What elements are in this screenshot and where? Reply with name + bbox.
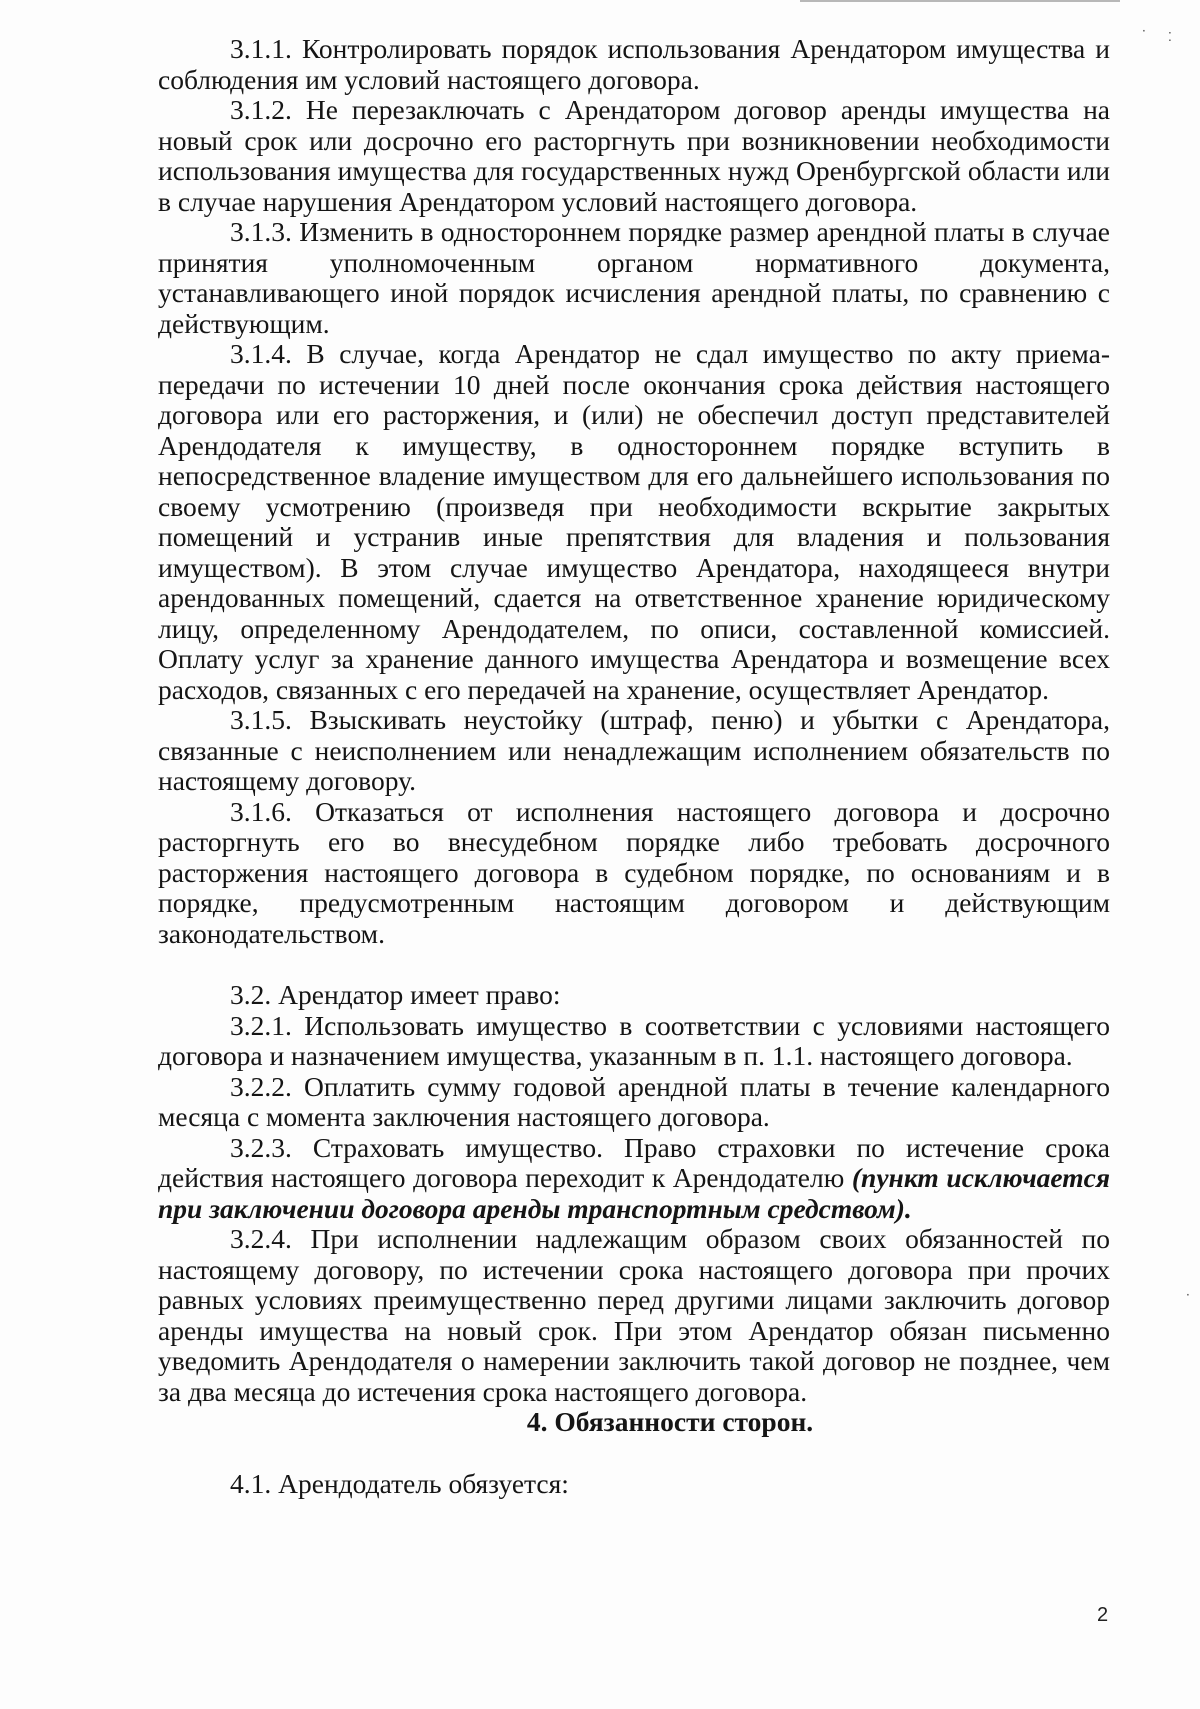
clause-3-1-5: 3.1.5. Взыскивать неустойку (штраф, пеню) и убытки с Арендатора, связанные с неисполнением или ненадлежащим исполнением обязательств по настоящему договору. (158, 704, 1110, 796)
clause-3-1-3: 3.1.3. Изменить в одностороннем порядке размер арендной платы в случае принятия уполномоченным органом нормативного документа, устанавливающего иной порядок исчисления арендной платы, по сравнению с действующим. (158, 216, 1110, 339)
scan-top-edge (800, 0, 1120, 2)
clause-3-2-3-text: 3.2.3. Страховать имущество. Право страховки по истечение срока действия настоящего договора переходит к Арендодателю (158, 1131, 1110, 1193)
section-4-heading: 4. Обязанности сторон. (526, 1406, 814, 1437)
clause-3-2-3 (158, 1133, 1110, 1225)
contract-body (158, 34, 1110, 1499)
scan-speck: · (1142, 24, 1146, 38)
page-number: 2 (1097, 1604, 1109, 1626)
clause-3-1-6: 3.1.6. Отказаться от исполнения настоящего договора и досрочно расторгнуть его во внесудебном порядке либо требовать досрочного расторжения настоящего договора в судебном порядке, по основаниям и в порядке, предусмотренным настоящим договором и действующим законодательством. (158, 795, 1110, 949)
clause-3-1-2: 3.1.2. Не перезаключать с Арендатором договор аренды имущества на новый срок или досрочно его расторгнуть при возникновении необходимости использования имущества для государственных нужд Оренбургской области или в случае нарушения Арендатором условий настоящего договора. (158, 94, 1110, 217)
clause-3-2-1: 3.2.1. Использовать имущество в соответствии с условиями настоящего договора и назначением имущества, указанным в п. 1.1. настоящего договора. (158, 1009, 1110, 1071)
clause-3-2-2: 3.2.2. Оплатить сумму годовой арендной платы в течение календарного месяца с момента заключения настоящего договора. (158, 1070, 1110, 1132)
clause-3-2-3-note: (пункт исключается при заключении договора аренды транспортным средством). (158, 1162, 1111, 1224)
clause-3-1-4: 3.1.4. В случае, когда Арендатор не сдал имущество по акту приема-передачи по истечении 10 дней после окончания срока действия настоящего договора или его расторжения, и (или) не обеспечил доступ представителей Арендодателя к имуществу, в одностороннем порядке вступить в непосредственное владение имуществом для его дальнейшего использования по своему усмотрению (произведя при необходимости вскрытие закрытых помещений и устранив иные препятствия для владения и пользования имуществом). В этом случае имущество Арендатора, находящееся внутри арендованных помещений, сдается на ответственное хранение юридическому лицу, определенному Арендодателем, по описи, составленной комиссией. Оплату услуг за хранение данного имущества Арендатора и возмещение всех расходов, связанных с его передачей на хранение, осуществляет Арендатор. (158, 338, 1110, 705)
clause-3-1-1: 3.1.1. Контролировать порядок использования Арендатором имущества и соблюдения им условий настоящего договора. (158, 33, 1110, 95)
clause-4-1: 4.1. Арендодатель обязуется: (230, 1467, 569, 1499)
scan-speck: ⁚ (1168, 30, 1172, 44)
clause-3-2: 3.2. Арендатор имеет право: (230, 979, 561, 1010)
scan-speck: · (1186, 1288, 1190, 1302)
clause-3-2-4: 3.2.4. При исполнении надлежащим образом своих обязанностей по настоящему договору, по истечении срока настоящего договора при прочих равных условиях преимущественно перед другими лицами заключить договор аренды имущества на новый срок. При этом Арендатор обязан письменно уведомить Арендодателя о намерении заключить такой договор не позднее, чем за два месяца до истечения срока настоящего договора. (158, 1223, 1110, 1407)
